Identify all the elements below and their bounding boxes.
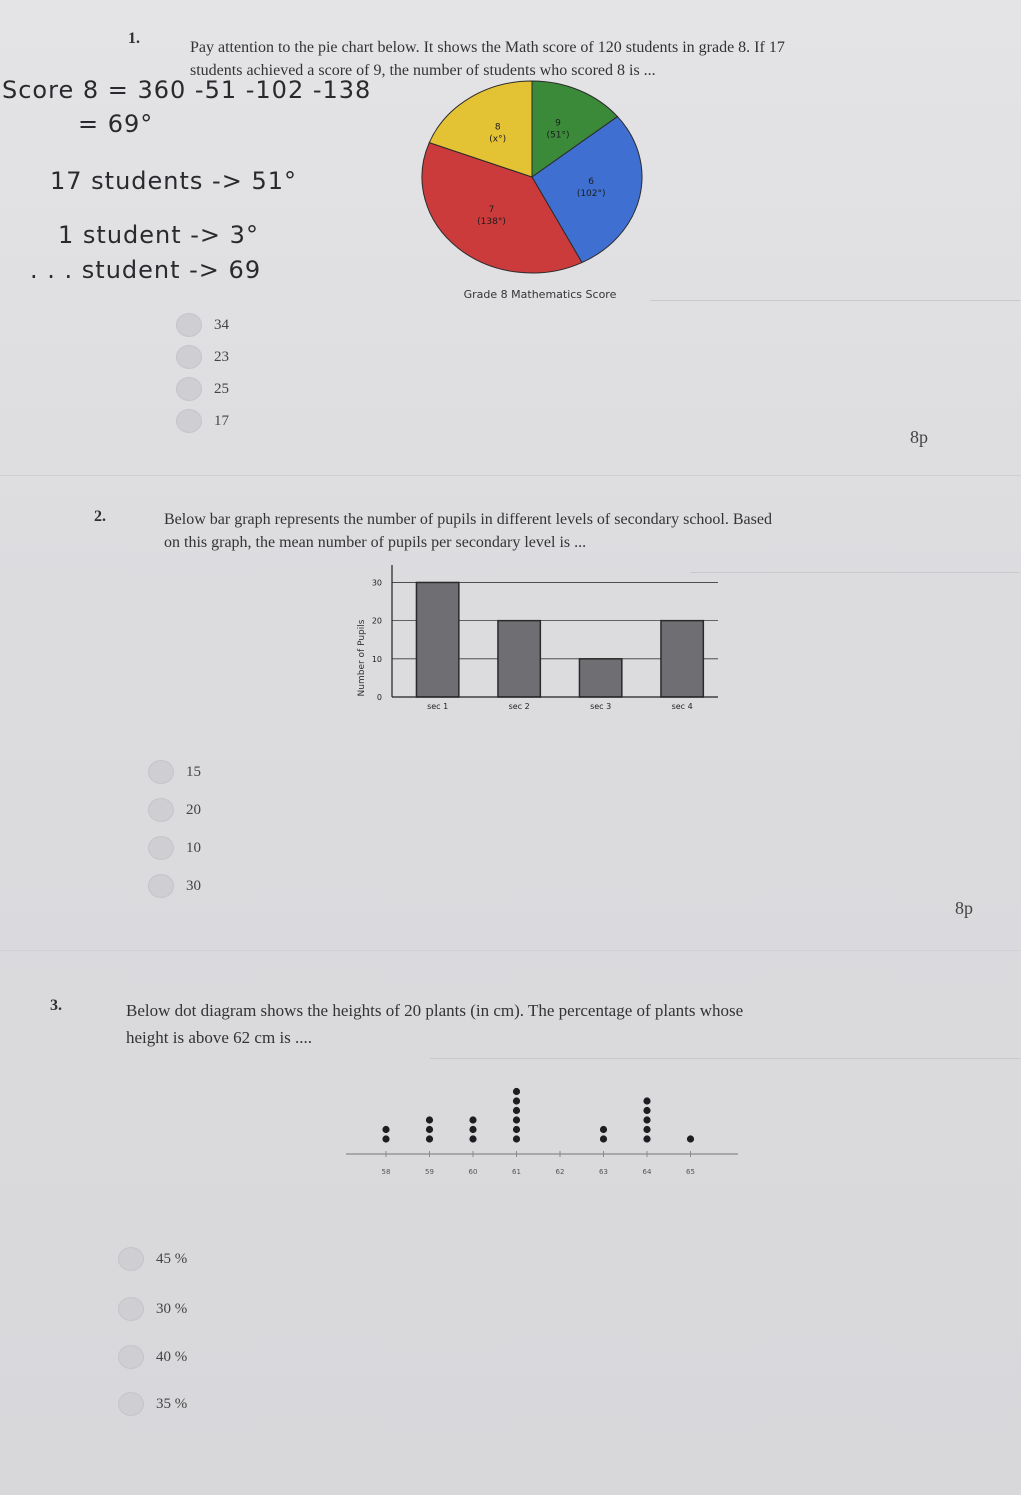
option-label: 20 — [186, 801, 201, 818]
x-tick-label: 64 — [642, 1168, 652, 1176]
bar-chart — [348, 563, 728, 723]
pie-slice-label: 7 — [488, 205, 495, 216]
pie-slices — [422, 81, 642, 273]
question-3-text-line-1: Below dot diagram shows the heights of 20 plants (in cm). The percentage of plants whose — [126, 1001, 744, 1020]
q1-option-d[interactable] — [176, 409, 229, 433]
option-label: 23 — [214, 348, 229, 365]
x-tick-label: sec 3 — [590, 702, 612, 711]
dot-diagram — [346, 1070, 746, 1190]
dot-61 — [513, 1088, 520, 1095]
question-3-text — [126, 997, 926, 1051]
x-tick-label: sec 4 — [671, 702, 693, 711]
dot-64 — [643, 1107, 650, 1114]
dot-60 — [469, 1126, 476, 1133]
option-label: 30 % — [156, 1300, 188, 1317]
y-tick-label: 0 — [376, 693, 382, 702]
q3-option-d[interactable] — [118, 1392, 187, 1416]
divider — [0, 950, 1021, 951]
dot-59 — [426, 1135, 433, 1142]
option-label: 35 % — [156, 1395, 188, 1412]
question-3-number: 3. — [50, 997, 62, 1014]
handwriting-line-3: 17 students -> 51° — [50, 167, 297, 195]
y-axis-label: Number of Pupils — [357, 619, 367, 697]
dot-65 — [687, 1135, 694, 1142]
q2-option-d[interactable] — [148, 874, 201, 898]
dot-marks — [382, 1088, 694, 1143]
dot-61 — [513, 1135, 520, 1142]
dot-61 — [513, 1097, 520, 1104]
option-label: 34 — [214, 316, 229, 333]
y-tick-label: 10 — [371, 654, 382, 664]
x-tick-label: 58 — [381, 1168, 391, 1176]
dot-63 — [600, 1126, 607, 1133]
q2-option-c[interactable] — [148, 836, 201, 860]
q2-option-b[interactable] — [148, 798, 201, 822]
option-label: 10 — [186, 839, 201, 856]
radio-button[interactable] — [148, 798, 174, 822]
question-2-text-line-1: Below bar graph represents the number of pupils in different levels of secondary school. Based — [164, 511, 772, 528]
q1-score: 8p — [910, 427, 928, 447]
y-tick-label: 30 — [371, 578, 382, 588]
radio-button[interactable] — [176, 345, 202, 369]
x-tick-label: 63 — [599, 1168, 608, 1176]
radio-button[interactable] — [118, 1392, 144, 1416]
option-label: 40 % — [156, 1348, 188, 1365]
radio-button[interactable] — [176, 377, 202, 401]
dot-63 — [600, 1135, 607, 1142]
pie-chart-title: Grade 8 Mathematics Score — [463, 288, 617, 301]
bar-sec-2 — [498, 621, 540, 697]
option-label: 17 — [214, 412, 229, 429]
radio-button[interactable] — [148, 874, 174, 898]
dot-58 — [382, 1135, 389, 1142]
option-label: 25 — [214, 380, 229, 397]
bar-sec-4 — [661, 621, 703, 697]
radio-button[interactable] — [118, 1297, 144, 1321]
bar-sec-3 — [579, 659, 621, 697]
option-label: 15 — [186, 763, 201, 780]
pie-slice-value-label: (51°) — [546, 130, 570, 141]
dot-64 — [643, 1126, 650, 1133]
pie-chart — [420, 75, 660, 285]
radio-button[interactable] — [176, 409, 202, 433]
x-tick-label: 59 — [425, 1168, 434, 1176]
q1-option-a[interactable] — [176, 313, 229, 337]
x-tick-label: sec 2 — [508, 702, 530, 711]
pie-slice-label: 6 — [588, 176, 595, 187]
divider — [650, 300, 1020, 301]
x-tick-label: 65 — [686, 1168, 695, 1176]
x-tick-label: 60 — [468, 1168, 478, 1176]
divider — [690, 572, 1020, 573]
q3-option-b[interactable] — [118, 1297, 187, 1321]
q2-score: 8p — [955, 898, 973, 918]
divider — [430, 1058, 1020, 1059]
radio-button[interactable] — [148, 836, 174, 860]
handwriting-line-2: = 69° — [78, 110, 154, 138]
question-1-text-line-1: Pay attention to the pie chart below. It shows the Math score of 120 students in grade 8. If 17 — [190, 39, 785, 56]
question-2-text — [164, 508, 924, 554]
question-1-text-line-2: students achieved a score of 9, the number of students who scored 8 is ... — [190, 62, 656, 79]
radio-button[interactable] — [176, 313, 202, 337]
pie-slice-value-label: (x°) — [489, 134, 507, 145]
radio-button[interactable] — [148, 760, 174, 784]
dot-64 — [643, 1116, 650, 1123]
dot-60 — [469, 1135, 476, 1142]
option-label: 45 % — [156, 1250, 188, 1267]
pie-slice-label: 8 — [494, 122, 501, 133]
divider — [0, 475, 1021, 476]
pie-slice-value-label: (138°) — [477, 217, 506, 228]
dot-tick-labels — [382, 1151, 695, 1176]
question-2-number: 2. — [94, 508, 106, 525]
bar-sec-1 — [416, 582, 458, 697]
handwriting-line-5: . . . student -> 69 — [30, 256, 262, 284]
x-tick-label: 62 — [555, 1168, 565, 1176]
question-2-text-line-2: on this graph, the mean number of pupils per secondary level is ... — [164, 534, 587, 551]
dot-64 — [643, 1097, 650, 1104]
dot-59 — [426, 1116, 433, 1123]
dot-60 — [469, 1116, 476, 1123]
q3-option-a[interactable] — [118, 1247, 187, 1271]
radio-button[interactable] — [118, 1247, 144, 1271]
q3-option-c[interactable] — [118, 1345, 187, 1369]
option-label: 30 — [186, 877, 201, 894]
pie-slice-label: 9 — [555, 118, 561, 129]
dot-58 — [382, 1126, 389, 1133]
dot-64 — [643, 1135, 650, 1142]
handwriting-line-4: 1 student -> 3° — [58, 221, 259, 249]
dot-61 — [513, 1107, 520, 1114]
q1-option-c[interactable] — [176, 377, 229, 401]
question-1-number: 1. — [128, 30, 140, 47]
dot-59 — [426, 1126, 433, 1133]
dot-61 — [513, 1116, 520, 1123]
handwriting-line-1: Score 8 = 360 -51 -102 -138 — [2, 76, 372, 104]
dot-61 — [513, 1126, 520, 1133]
x-tick-label: sec 1 — [427, 702, 449, 711]
q1-option-b[interactable] — [176, 345, 229, 369]
bar-series — [416, 582, 703, 697]
x-tick-label: 61 — [512, 1168, 521, 1176]
question-3-text-line-2: height is above 62 cm is .... — [126, 1028, 313, 1047]
q2-option-a[interactable] — [148, 760, 201, 784]
radio-button[interactable] — [118, 1345, 144, 1369]
pie-slice-value-label: (102°) — [576, 188, 606, 199]
y-tick-label: 20 — [371, 616, 382, 626]
